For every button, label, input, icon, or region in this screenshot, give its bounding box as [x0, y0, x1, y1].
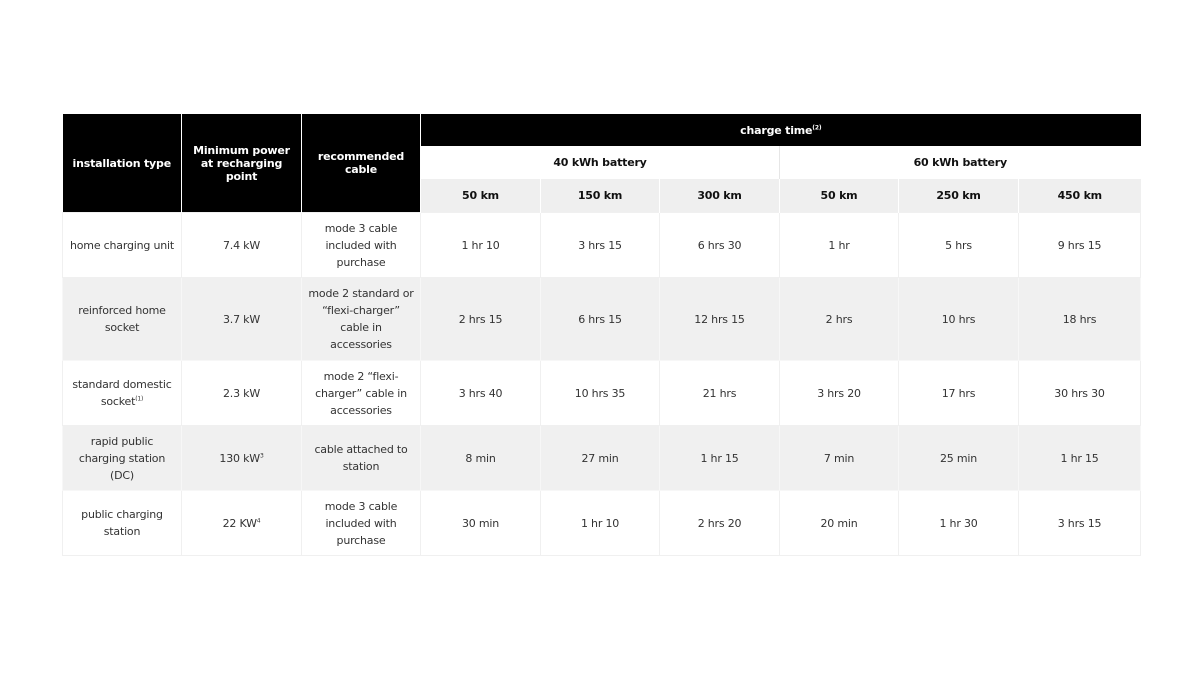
cable-cell: cable attached to station	[302, 426, 421, 491]
time-cell: 10 hrs	[899, 278, 1019, 361]
header-distance: 450 km	[1019, 179, 1141, 213]
power-cell: 3.7 kW	[182, 278, 302, 361]
time-cell: 30 hrs 30	[1019, 361, 1141, 426]
header-60kwh-battery: 60 kWh battery	[780, 146, 1141, 179]
installation-type-cell: standard domestic socket$^{(1)}$	[63, 361, 182, 426]
power-cell: 22 $KW^4$	[182, 491, 302, 556]
time-cell: 17 hrs	[899, 361, 1019, 426]
time-cell: 8 min	[421, 426, 541, 491]
time-cell: 30 min	[421, 491, 541, 556]
header-recommended-cable: recommended cable	[302, 114, 421, 213]
installation-type-cell: public charging station	[63, 491, 182, 556]
header-distance: 50 km	[780, 179, 899, 213]
power-cell: 7.4 kW	[182, 213, 302, 278]
time-cell: 9 hrs 15	[1019, 213, 1141, 278]
time-cell: 3 hrs 15	[1019, 491, 1141, 556]
time-cell: 1 hr 15	[660, 426, 780, 491]
time-cell: 2 hrs 15	[421, 278, 541, 361]
installation-type-cell: reinforced home socket	[63, 278, 182, 361]
time-cell: 1 hr 10	[541, 491, 660, 556]
header-distance: 300 km	[660, 179, 780, 213]
header-min-power: Minimum power at recharging point	[182, 114, 302, 213]
time-cell: 25 min	[899, 426, 1019, 491]
time-cell: 20 min	[780, 491, 899, 556]
footnote-marker: (2)	[812, 123, 822, 131]
table-row	[63, 491, 1141, 556]
table-row	[63, 361, 1141, 426]
cable-cell: mode 2 “flexi-charger” cable in accessories	[302, 361, 421, 426]
installation-type-cell: home charging unit	[63, 213, 182, 278]
time-cell: 1 hr 15	[1019, 426, 1141, 491]
installation-type-cell: rapid public charging station (DC)	[63, 426, 182, 491]
charge-time-table	[62, 114, 1141, 556]
time-cell: 10 hrs 35	[541, 361, 660, 426]
header-distance: 250 km	[899, 179, 1019, 213]
time-cell: 3 hrs 20	[780, 361, 899, 426]
charge-time-table-container	[62, 114, 1140, 556]
header-installation-type: installation type	[63, 114, 182, 213]
time-cell: 7 min	[780, 426, 899, 491]
cable-cell: mode 3 cable included with purchase	[302, 491, 421, 556]
table-row	[63, 278, 1141, 361]
cable-cell: mode 3 cable included with purchase	[302, 213, 421, 278]
cable-cell: mode 2 standard or “flexi-charger” cable in accessories	[302, 278, 421, 361]
time-cell: 5 hrs	[899, 213, 1019, 278]
time-cell: 1 hr 30	[899, 491, 1019, 556]
header-distance: 150 km	[541, 179, 660, 213]
time-cell: 2 hrs 20	[660, 491, 780, 556]
power-cell: 2.3 kW	[182, 361, 302, 426]
power-cell: 130 $kW^3$	[182, 426, 302, 491]
time-cell: 27 min	[541, 426, 660, 491]
time-cell: 6 hrs 30	[660, 213, 780, 278]
header-distance: 50 km	[421, 179, 541, 213]
table-row	[63, 426, 1141, 491]
time-cell: 3 hrs 40	[421, 361, 541, 426]
time-cell: 18 hrs	[1019, 278, 1141, 361]
time-cell: 6 hrs 15	[541, 278, 660, 361]
time-cell: 12 hrs 15	[660, 278, 780, 361]
header-40kwh-battery: 40 kWh battery	[421, 146, 780, 179]
header-charge-time: charge time$^{(2)}$	[421, 114, 1141, 146]
time-cell: 21 hrs	[660, 361, 780, 426]
table-row	[63, 213, 1141, 278]
time-cell: 2 hrs	[780, 278, 899, 361]
time-cell: 3 hrs 15	[541, 213, 660, 278]
time-cell: 1 hr 10	[421, 213, 541, 278]
time-cell: 1 hr	[780, 213, 899, 278]
